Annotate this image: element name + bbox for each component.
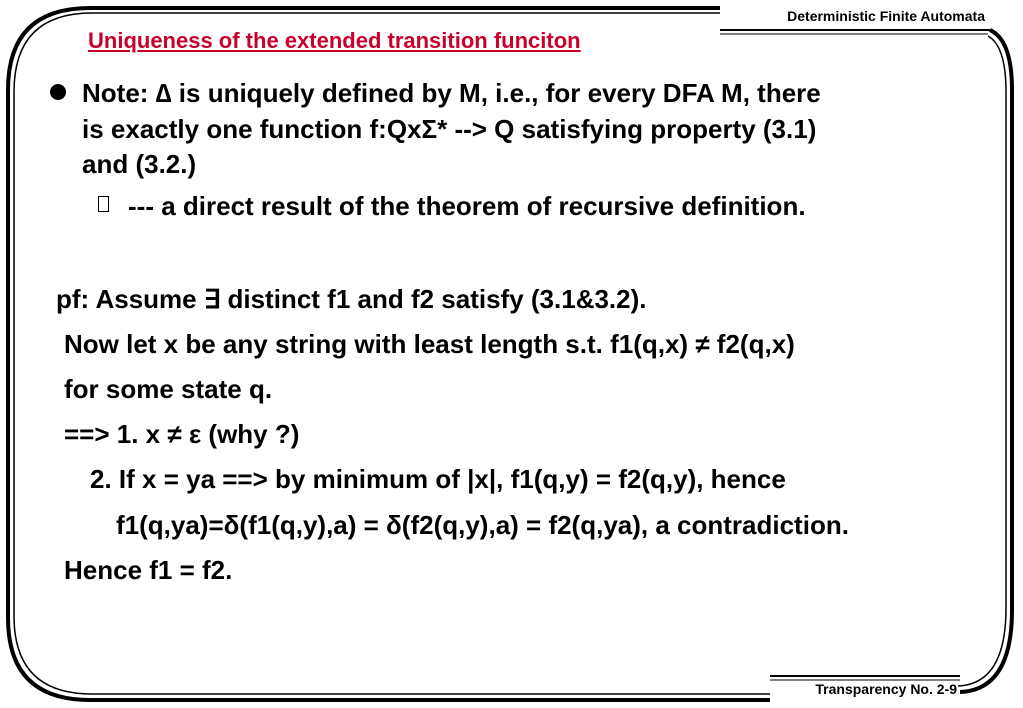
bullet-icon — [50, 84, 66, 100]
proof-line-4: ==> 1. x ≠ ε (why ?) — [64, 419, 300, 449]
note-line-1: Note: ∆ is uniquely defined by M, i.e., for every DFA M, there — [82, 78, 821, 108]
proof-line-1: pf: Assume ∃ distinct f1 and f2 satisfy (3.1&3.2). — [56, 284, 647, 314]
proof-line-6: f1(q,ya)=δ(f1(q,y),a) = δ(f2(q,y),a) = f2(q,ya), a contradiction. — [116, 510, 849, 540]
note-line-3: and (3.2.) — [82, 149, 197, 179]
proof-line-2: Now let x be any string with least length s.t. f1(q,x) ≠ f2(q,x) — [64, 329, 795, 359]
proof-line-7: Hence f1 = f2. — [64, 555, 233, 585]
placeholder-box-icon — [98, 196, 109, 212]
course-title: Deterministic Finite Automata — [787, 8, 985, 24]
proof-line-3: for some state q. — [64, 374, 273, 404]
transparency-number: Transparency No. 2-9 — [815, 681, 957, 697]
subpoint-text: --- a direct result of the theorem of recursive definition. — [128, 191, 806, 221]
note-line-2: is exactly one function f:QxΣ* --> Q satisfying property (3.1) — [82, 114, 817, 144]
proof-line-5: 2. If x = ya ==> by minimum of |x|, f1(q,y) = f2(q,y), hence — [90, 464, 786, 494]
slide-title: Uniqueness of the extended transition funciton — [88, 28, 581, 53]
